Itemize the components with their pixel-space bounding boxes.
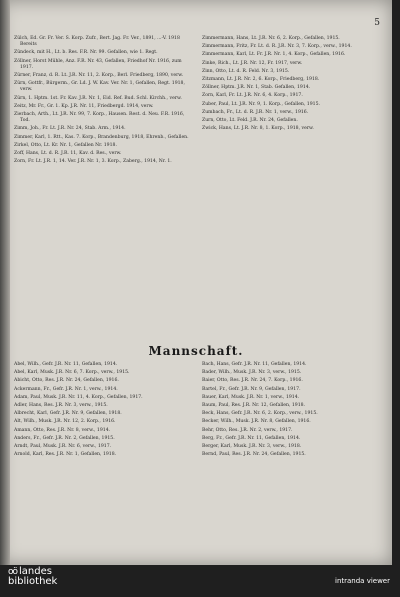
list-entry: Zeitz, Mr. Fr., Gr. 1. Kp. J.R. Nr. 11, Friedbergd. 1914, verw. bbox=[14, 103, 154, 109]
list-entry: Zöllner, Hptm. J.R. Nr. 1, Stab. Gefallen, 1914. bbox=[202, 85, 311, 91]
list-entry: Baier, Otto, Res. J.R. Nr. 24, 7. Korp., 1916. bbox=[202, 378, 303, 384]
list-entry: Zurn, Otto, Lt. Feld. J.R. Nr. 24, Gefallen. bbox=[202, 118, 298, 124]
list-entry: Zimmermann, Hans, Lt. J.R. Nr. 6, 2. Korp., Gefallen, 1915. bbox=[202, 36, 340, 41]
bottom-left-column bbox=[14, 362, 192, 460]
list-entry: Arnold, Karl, Res. J.R. Nr. 1, Gefallen, 1918. bbox=[14, 452, 117, 458]
list-entry: Zumbach, Fr., Lt. d. R. J.R. Nr. 1, verw., 1916. bbox=[202, 109, 309, 115]
list-entry: Abel, Wilh., Gefr. J.R. Nr. 11, Gefallen, 1914. bbox=[14, 362, 118, 367]
list-entry: Beck, Hans, Gefr. J.R. Nr. 6, 2. Korp., verw., 1915. bbox=[202, 411, 318, 417]
top-left-column bbox=[14, 36, 192, 167]
bottom-right-column bbox=[202, 362, 380, 460]
list-entry: Arndt, Paul, Musk. J.R. Nr. 6, verw., 1917. bbox=[14, 444, 112, 450]
list-entry: Alt, Wilh., Musk. J.R. Nr. 12, 2. Korp., 1916. bbox=[14, 419, 116, 425]
list-entry: Zimm, Joh., Fr. Lt. J.R. Nr. 24, Stab. Arm., 1914. bbox=[14, 126, 126, 132]
library-logo[interactable] bbox=[8, 567, 57, 587]
list-entry: Zorn, Fr. Lt. J.R. 1, 14. Ver. J.R. Nr. 1, 3. Korp., Zaberg., 1914, Nr. 1. bbox=[14, 159, 172, 165]
list-entry: Zinn, Otto, Lt. d. R. Feld. Nr. 3, 1915. bbox=[202, 68, 290, 74]
list-entry: Zwick, Hans, Lt. J.R. Nr. 8, 1. Korp., 1918, verw. bbox=[202, 126, 314, 132]
list-entry: Bernd, Paul, Res. J.R. Nr. 24, Gefallen, 1915. bbox=[202, 452, 306, 458]
list-entry: Bach, Hans, Gefr. J.R. Nr. 11, Gefallen, 1914. bbox=[202, 362, 307, 367]
list-entry: Becker, Wilh., Musk. J.R. Nr. 8, Gefallen, 1916. bbox=[202, 419, 311, 425]
list-entry: Zierbach, Arth., Lt. J.R. Nr. 99, 7. Korp., Hausen. Rest. d. Neu. F.R. 1916, Tod. bbox=[14, 112, 185, 124]
list-entry: Behr, Otto, Res. J.R. Nr. 2, verw., 1917. bbox=[202, 427, 293, 433]
list-entry: Zöllner, Horst Mühle, Anz. F.R. Nr. 43, Gefallen, Friedhof Nr. 1916, zum 1917. bbox=[14, 58, 182, 70]
section-heading: Mannschaft. bbox=[148, 344, 244, 358]
list-entry: Zirkel, Otto, Lt. Kr. Nr. 1, Gefallen Nr. 1918. bbox=[14, 142, 117, 148]
list-entry: Bartel, Fr., Gefr. J.R. Nr. 9, Gefallen, 1917. bbox=[202, 386, 301, 392]
list-entry: Zuber, Paul, Lt. J.R. Nr. 9, 1. Korp., Gefallen, 1915. bbox=[202, 101, 320, 107]
list-entry: Zoff, Hans, Lt. d. R. J.R. 11, Kav. d. Res., verw. bbox=[14, 151, 122, 157]
list-entry: Berg, Fr., Gefr. J.R. Nr. 11, Gefallen, 1914. bbox=[202, 435, 301, 441]
page-number: 5 bbox=[374, 18, 380, 28]
logo-line-1: landes bbox=[19, 566, 52, 577]
viewer-label[interactable]: intranda viewer bbox=[335, 577, 390, 585]
list-entry: Adler, Hans, Res. J.R. Nr. 3, verw., 1915. bbox=[14, 403, 108, 409]
list-entry: Zitzmann, Lt. J.R. Nr. 2, 6. Korp., Friedberg, 1918. bbox=[202, 77, 320, 83]
list-entry: Zimmer, Karl, 1. Rtt., Kas. 7. Korp., Brandenburg, 1918, Ehrenb., Gefallen. bbox=[14, 134, 189, 140]
list-entry: Zürn, Gottfr., Bürgerm., Gr. Ld. J. W. Kav. Ver. Nr. 1, Gefallen, Regt. 1918, verw. bbox=[14, 81, 185, 93]
logo-mark: oö bbox=[8, 567, 18, 577]
list-entry: Bader, Wilh., Musk. J.R. Nr. 3, verw., 1915. bbox=[202, 370, 302, 376]
list-entry: Albrecht, Karl, Gefr. J.R. Nr. 9, Gefallen, 1918. bbox=[14, 411, 122, 417]
list-entry: Zimmermann, Fritz, Fr. Lt. d. R. J.R. Nr. 3, 7. Korp., verw., 1914. bbox=[202, 44, 352, 50]
list-entry: Baum, Paul, Res. J.R. Nr. 12, Gefallen, 1918. bbox=[202, 403, 306, 409]
list-entry: Bauer, Karl, Musk. J.R. Nr. 1, verw., 1914. bbox=[202, 394, 300, 400]
list-entry: Berger, Karl, Musk. J.R. Nr. 3, verw., 1918. bbox=[202, 444, 302, 450]
list-entry: Abel, Karl, Musk. J.R. Nr. 6, 7. Korp., verw., 1915. bbox=[14, 370, 130, 376]
list-entry: Zürner, Franz, d. R. Lt. J.R. Nr. 11, 2. Korp., Berl. Friedberg, 1890, verw. bbox=[14, 73, 184, 79]
list-entry: Anders, Fr., Gefr. J.R. Nr. 2, Gefallen, 1915. bbox=[14, 435, 115, 441]
list-entry: Zorn, Karl, Fr. Lt. J.R. Nr. 6, 4. Korp., 1917. bbox=[202, 93, 303, 99]
list-entry: Zimmermann, Karl, Lt. Fr. J.R. Nr. 1, 4. Korp., Gefallen, 1916. bbox=[202, 52, 346, 58]
logo-line-2: bibliothek bbox=[8, 576, 58, 587]
list-entry: Adam, Paul, Musk. J.R. Nr. 11, 4. Korp., Gefallen, 1917. bbox=[14, 394, 143, 400]
list-entry: Ackermann, Fr., Gefr. J.R. Nr. 1, verw., 1914. bbox=[14, 386, 118, 392]
top-right-column bbox=[202, 36, 380, 134]
list-entry: Zülch, Ed. Gr. Fr. Ver. S. Korp. Zufr., Bert. Jag. Fr. Ver., 1891, ...-V. 1918 Bereits bbox=[14, 36, 180, 48]
page-gutter-shadow bbox=[0, 0, 10, 565]
list-entry: Zinke, Rich., Lt. J.R. Nr. 12, Fr. 1917, verw. bbox=[202, 60, 303, 66]
list-entry: Amann, Otto, Res. J.R. Nr. 8, verw., 1914. bbox=[14, 427, 111, 433]
list-entry: Abicht, Otto, Res. J.R. Nr. 24, Gefallen, 1916. bbox=[14, 378, 119, 384]
list-entry: Zündeck, mit H., Lt. b. Res. F.R. Nr. 99. Gefallen, wie 1. Regt. bbox=[14, 50, 158, 56]
list-entry: Zürn, 1. Hptm. 1st. Fr. Kav. J.R. Nr. 1, Eid. Ref. Bud. Schl. Kirchh., verw. bbox=[14, 95, 182, 101]
viewer-footer bbox=[0, 565, 400, 597]
